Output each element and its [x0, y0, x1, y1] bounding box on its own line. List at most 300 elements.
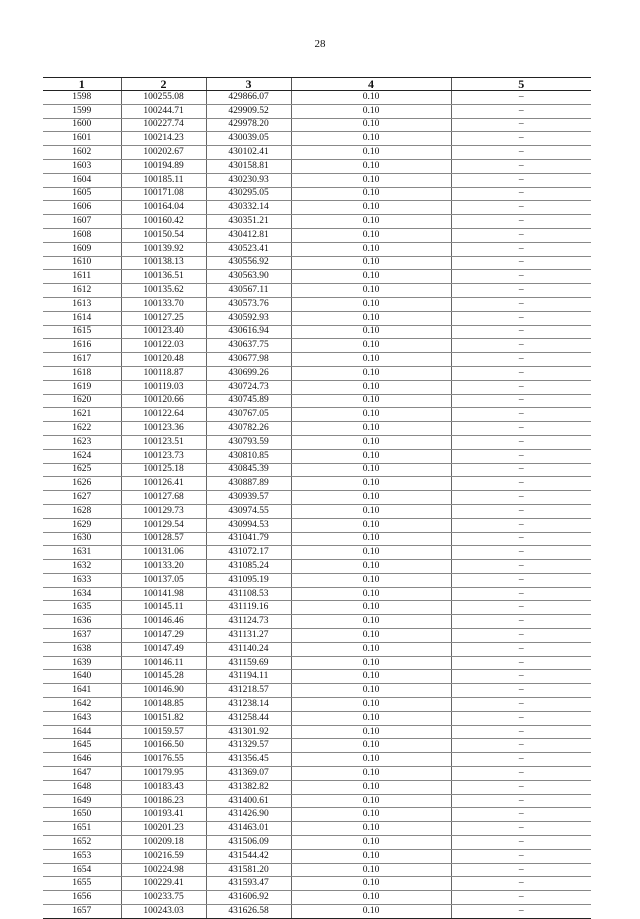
table-cell-col-4: 0.10	[291, 822, 451, 836]
table-cell-col-3: 431194.11	[206, 670, 291, 684]
column-header-1: 1	[43, 78, 121, 91]
table-cell-col-3: 430039.05	[206, 132, 291, 146]
table-cell-col-2: 100176.55	[121, 753, 206, 767]
table-cell-col-1: 1622	[43, 422, 121, 436]
table-cell-col-3: 430939.57	[206, 491, 291, 505]
table-cell-col-3: 430724.73	[206, 380, 291, 394]
table-row	[43, 408, 591, 422]
table-cell-col-2: 100159.57	[121, 725, 206, 739]
table-cell-col-1: 1637	[43, 629, 121, 643]
table-cell-col-2: 100127.68	[121, 491, 206, 505]
table-cell-col-1: 1652	[43, 836, 121, 850]
table-cell-col-5: –	[451, 118, 591, 132]
table-cell-col-5: –	[451, 187, 591, 201]
table-cell-col-1: 1647	[43, 767, 121, 781]
table-cell-col-4: 0.10	[291, 642, 451, 656]
table-row	[43, 615, 591, 629]
table-cell-col-3: 430158.81	[206, 159, 291, 173]
table-cell-col-3: 429909.52	[206, 104, 291, 118]
table-cell-col-4: 0.10	[291, 670, 451, 684]
table-cell-col-3: 430592.93	[206, 311, 291, 325]
table-cell-col-2: 100244.71	[121, 104, 206, 118]
table-cell-col-3: 431301.92	[206, 725, 291, 739]
table-cell-col-4: 0.10	[291, 753, 451, 767]
table-cell-col-1: 1604	[43, 173, 121, 187]
table-cell-col-5: –	[451, 836, 591, 850]
table-cell-col-5: –	[451, 739, 591, 753]
table-cell-col-1: 1600	[43, 118, 121, 132]
table-cell-col-2: 100179.95	[121, 767, 206, 781]
table-cell-col-4: 0.10	[291, 242, 451, 256]
table-cell-col-3: 430699.26	[206, 366, 291, 380]
table-row	[43, 159, 591, 173]
table-cell-col-1: 1643	[43, 711, 121, 725]
table-cell-col-3: 431085.24	[206, 560, 291, 574]
column-header-2: 2	[121, 78, 206, 91]
table-cell-col-5: –	[451, 201, 591, 215]
table-cell-col-3: 431140.24	[206, 642, 291, 656]
table-cell-col-5: –	[451, 132, 591, 146]
table-row	[43, 642, 591, 656]
table-cell-col-3: 430994.53	[206, 518, 291, 532]
table-row	[43, 228, 591, 242]
table-cell-col-1: 1598	[43, 91, 121, 105]
table-row	[43, 380, 591, 394]
coordinates-table	[43, 77, 591, 919]
table-cell-col-5: –	[451, 642, 591, 656]
table-cell-col-3: 431544.42	[206, 849, 291, 863]
table-cell-col-1: 1607	[43, 215, 121, 229]
table-row	[43, 297, 591, 311]
table-cell-col-5: –	[451, 711, 591, 725]
table-cell-col-5: –	[451, 91, 591, 105]
table-cell-col-1: 1654	[43, 863, 121, 877]
table-cell-col-4: 0.10	[291, 877, 451, 891]
table-row	[43, 353, 591, 367]
table-cell-col-3: 431258.44	[206, 711, 291, 725]
table-cell-col-1: 1608	[43, 228, 121, 242]
table-cell-col-2: 100129.73	[121, 504, 206, 518]
table-row	[43, 753, 591, 767]
table-cell-col-5: –	[451, 849, 591, 863]
table-cell-col-5: –	[451, 408, 591, 422]
table-cell-col-5: –	[451, 629, 591, 643]
table-cell-col-5: –	[451, 725, 591, 739]
table-cell-col-3: 431329.57	[206, 739, 291, 753]
table-cell-col-2: 100139.92	[121, 242, 206, 256]
table-cell-col-2: 100127.25	[121, 311, 206, 325]
table-cell-col-3: 430523.41	[206, 242, 291, 256]
table-cell-col-4: 0.10	[291, 270, 451, 284]
table-row	[43, 173, 591, 187]
table-cell-col-1: 1653	[43, 849, 121, 863]
table-cell-col-4: 0.10	[291, 477, 451, 491]
table-cell-col-2: 100135.62	[121, 284, 206, 298]
table-cell-col-5: –	[451, 808, 591, 822]
table-cell-col-2: 100138.13	[121, 256, 206, 270]
table-cell-col-1: 1605	[43, 187, 121, 201]
table-cell-col-4: 0.10	[291, 836, 451, 850]
table-cell-col-2: 100120.66	[121, 394, 206, 408]
table-cell-col-2: 100141.98	[121, 587, 206, 601]
table-cell-col-3: 430637.75	[206, 339, 291, 353]
table-cell-col-1: 1646	[43, 753, 121, 767]
table-cell-col-5: –	[451, 504, 591, 518]
table-row	[43, 256, 591, 270]
table-cell-col-5: –	[451, 228, 591, 242]
table-row	[43, 504, 591, 518]
table-row	[43, 146, 591, 160]
table-row	[43, 601, 591, 615]
table-row	[43, 560, 591, 574]
table-cell-col-5: –	[451, 780, 591, 794]
table-cell-col-1: 1649	[43, 794, 121, 808]
table-cell-col-5: –	[451, 891, 591, 905]
table-cell-col-1: 1606	[43, 201, 121, 215]
table-cell-col-1: 1639	[43, 656, 121, 670]
table-cell-col-4: 0.10	[291, 215, 451, 229]
table-cell-col-5: –	[451, 615, 591, 629]
table-cell-col-3: 429866.07	[206, 91, 291, 105]
table-cell-col-5: –	[451, 215, 591, 229]
table-cell-col-1: 1620	[43, 394, 121, 408]
table-row	[43, 905, 591, 919]
table-cell-col-1: 1650	[43, 808, 121, 822]
table-cell-col-3: 430745.89	[206, 394, 291, 408]
table-cell-col-3: 431356.45	[206, 753, 291, 767]
table-cell-col-3: 431108.53	[206, 587, 291, 601]
table-cell-col-1: 1634	[43, 587, 121, 601]
table-cell-col-4: 0.10	[291, 518, 451, 532]
table-row	[43, 532, 591, 546]
table-cell-col-3: 430616.94	[206, 325, 291, 339]
table-row	[43, 794, 591, 808]
table-cell-col-4: 0.10	[291, 863, 451, 877]
table-row	[43, 573, 591, 587]
table-cell-col-4: 0.10	[291, 560, 451, 574]
table-cell-col-3: 430556.92	[206, 256, 291, 270]
table-cell-col-4: 0.10	[291, 449, 451, 463]
table-row	[43, 394, 591, 408]
table-cell-col-3: 430845.39	[206, 463, 291, 477]
table-cell-col-2: 100133.70	[121, 297, 206, 311]
table-cell-col-3: 430677.98	[206, 353, 291, 367]
table-cell-col-1: 1629	[43, 518, 121, 532]
table-cell-col-5: –	[451, 394, 591, 408]
table-cell-col-3: 431400.61	[206, 794, 291, 808]
table-cell-col-1: 1603	[43, 159, 121, 173]
table-cell-col-5: –	[451, 532, 591, 546]
table-cell-col-2: 100193.41	[121, 808, 206, 822]
table-cell-col-3: 430974.55	[206, 504, 291, 518]
table-cell-col-1: 1616	[43, 339, 121, 353]
table-cell-col-2: 100126.41	[121, 477, 206, 491]
table-cell-col-1: 1632	[43, 560, 121, 574]
table-row	[43, 836, 591, 850]
table-cell-col-2: 100201.23	[121, 822, 206, 836]
table-cell-col-2: 100133.20	[121, 560, 206, 574]
table-cell-col-5: –	[451, 256, 591, 270]
table-cell-col-2: 100131.06	[121, 546, 206, 560]
table-row	[43, 311, 591, 325]
table-cell-col-2: 100216.59	[121, 849, 206, 863]
table-cell-col-1: 1644	[43, 725, 121, 739]
table-cell-col-5: –	[451, 767, 591, 781]
table-cell-col-2: 100123.40	[121, 325, 206, 339]
table-cell-col-4: 0.10	[291, 546, 451, 560]
table-cell-col-2: 100125.18	[121, 463, 206, 477]
table-cell-col-4: 0.10	[291, 780, 451, 794]
table-cell-col-4: 0.10	[291, 256, 451, 270]
page-number: 28	[314, 38, 326, 50]
table-row	[43, 201, 591, 215]
table-cell-col-4: 0.10	[291, 408, 451, 422]
table-cell-col-1: 1614	[43, 311, 121, 325]
table-cell-col-2: 100136.51	[121, 270, 206, 284]
table-row	[43, 91, 591, 105]
table-cell-col-2: 100227.74	[121, 118, 206, 132]
table-cell-col-3: 430332.14	[206, 201, 291, 215]
table-cell-col-5: –	[451, 863, 591, 877]
table-cell-col-5: –	[451, 146, 591, 160]
table-cell-col-4: 0.10	[291, 284, 451, 298]
table-cell-col-4: 0.10	[291, 711, 451, 725]
table-cell-col-4: 0.10	[291, 615, 451, 629]
table-cell-col-4: 0.10	[291, 104, 451, 118]
table-row	[43, 684, 591, 698]
table-row	[43, 656, 591, 670]
table-cell-col-3: 431218.57	[206, 684, 291, 698]
table-header-row	[43, 78, 591, 91]
table-cell-col-1: 1621	[43, 408, 121, 422]
table-cell-col-4: 0.10	[291, 187, 451, 201]
table-cell-col-2: 100146.46	[121, 615, 206, 629]
table-cell-col-3: 431506.09	[206, 836, 291, 850]
table-cell-col-5: –	[451, 463, 591, 477]
table-cell-col-4: 0.10	[291, 656, 451, 670]
table-row	[43, 449, 591, 463]
table-row	[43, 339, 591, 353]
table-cell-col-3: 431131.27	[206, 629, 291, 643]
table-cell-col-2: 100146.11	[121, 656, 206, 670]
table-cell-col-3: 431124.73	[206, 615, 291, 629]
table-cell-col-1: 1641	[43, 684, 121, 698]
table-cell-col-3: 430573.76	[206, 297, 291, 311]
table-cell-col-2: 100151.82	[121, 711, 206, 725]
table-cell-col-1: 1645	[43, 739, 121, 753]
table-cell-col-2: 100229.41	[121, 877, 206, 891]
table-cell-col-2: 100145.28	[121, 670, 206, 684]
table-cell-col-2: 100233.75	[121, 891, 206, 905]
table-cell-col-1: 1655	[43, 877, 121, 891]
table-row	[43, 518, 591, 532]
table-cell-col-2: 100160.42	[121, 215, 206, 229]
table-cell-col-2: 100137.05	[121, 573, 206, 587]
table-cell-col-2: 100120.48	[121, 353, 206, 367]
table-cell-col-3: 430412.81	[206, 228, 291, 242]
table-row	[43, 422, 591, 436]
table-row	[43, 118, 591, 132]
table-row	[43, 491, 591, 505]
table-cell-col-3: 431426.90	[206, 808, 291, 822]
table-cell-col-4: 0.10	[291, 201, 451, 215]
table-row	[43, 849, 591, 863]
table-cell-col-2: 100129.54	[121, 518, 206, 532]
column-header-5: 5	[451, 78, 591, 91]
table-cell-col-5: –	[451, 491, 591, 505]
table-cell-col-1: 1635	[43, 601, 121, 615]
table-row	[43, 670, 591, 684]
table-cell-col-5: –	[451, 104, 591, 118]
table-row	[43, 435, 591, 449]
table-cell-col-3: 429978.20	[206, 118, 291, 132]
table-cell-col-2: 100209.18	[121, 836, 206, 850]
table-cell-col-5: –	[451, 573, 591, 587]
table-cell-col-4: 0.10	[291, 118, 451, 132]
table-row	[43, 366, 591, 380]
table-cell-col-4: 0.10	[291, 587, 451, 601]
table-cell-col-4: 0.10	[291, 629, 451, 643]
table-cell-col-3: 430563.90	[206, 270, 291, 284]
table-cell-col-5: –	[451, 435, 591, 449]
table-cell-col-1: 1627	[43, 491, 121, 505]
table-cell-col-5: –	[451, 477, 591, 491]
table-cell-col-3: 431382.82	[206, 780, 291, 794]
table-cell-col-4: 0.10	[291, 891, 451, 905]
table-cell-col-1: 1611	[43, 270, 121, 284]
table-cell-col-5: –	[451, 546, 591, 560]
table-cell-col-3: 431119.16	[206, 601, 291, 615]
table-cell-col-3: 430887.89	[206, 477, 291, 491]
table-row	[43, 187, 591, 201]
table-cell-col-4: 0.10	[291, 573, 451, 587]
table-cell-col-4: 0.10	[291, 808, 451, 822]
table-cell-col-3: 431463.01	[206, 822, 291, 836]
table-cell-col-1: 1609	[43, 242, 121, 256]
table-cell-col-2: 100123.73	[121, 449, 206, 463]
table-cell-col-2: 100186.23	[121, 794, 206, 808]
table-row	[43, 242, 591, 256]
table-cell-col-5: –	[451, 601, 591, 615]
table-cell-col-5: –	[451, 822, 591, 836]
table-cell-col-5: –	[451, 449, 591, 463]
table-cell-col-2: 100119.03	[121, 380, 206, 394]
table-body	[43, 91, 591, 919]
table-cell-col-2: 100224.98	[121, 863, 206, 877]
table-cell-col-4: 0.10	[291, 366, 451, 380]
table-cell-col-5: –	[451, 656, 591, 670]
table-cell-col-4: 0.10	[291, 504, 451, 518]
table-cell-col-2: 100194.89	[121, 159, 206, 173]
table-cell-col-4: 0.10	[291, 794, 451, 808]
table-cell-col-3: 431041.79	[206, 532, 291, 546]
table-cell-col-1: 1618	[43, 366, 121, 380]
table-cell-col-5: –	[451, 339, 591, 353]
table-cell-col-5: –	[451, 422, 591, 436]
table-cell-col-3: 430767.05	[206, 408, 291, 422]
table-row	[43, 104, 591, 118]
table-cell-col-1: 1638	[43, 642, 121, 656]
table-cell-col-1: 1613	[43, 297, 121, 311]
table-cell-col-4: 0.10	[291, 311, 451, 325]
table-cell-col-2: 100255.08	[121, 91, 206, 105]
table-cell-col-2: 100123.51	[121, 435, 206, 449]
table-row	[43, 587, 591, 601]
table-cell-col-4: 0.10	[291, 394, 451, 408]
table-cell-col-2: 100183.43	[121, 780, 206, 794]
table-cell-col-1: 1651	[43, 822, 121, 836]
table-cell-col-1: 1599	[43, 104, 121, 118]
table-cell-col-5: –	[451, 159, 591, 173]
table-cell-col-1: 1602	[43, 146, 121, 160]
table-cell-col-2: 100185.11	[121, 173, 206, 187]
table-cell-col-5: –	[451, 794, 591, 808]
table-row	[43, 891, 591, 905]
table-cell-col-5: –	[451, 366, 591, 380]
table-cell-col-3: 431095.19	[206, 573, 291, 587]
table-row	[43, 698, 591, 712]
table-cell-col-5: –	[451, 684, 591, 698]
table-cell-col-5: –	[451, 670, 591, 684]
table-cell-col-5: –	[451, 877, 591, 891]
table-row	[43, 325, 591, 339]
table-row	[43, 822, 591, 836]
table-cell-col-2: 100164.04	[121, 201, 206, 215]
table-cell-col-1: 1601	[43, 132, 121, 146]
table-cell-col-2: 100171.08	[121, 187, 206, 201]
table-cell-col-3: 430810.85	[206, 449, 291, 463]
table-row	[43, 767, 591, 781]
table-cell-col-2: 100150.54	[121, 228, 206, 242]
column-header-3: 3	[206, 78, 291, 91]
table-cell-col-5: –	[451, 311, 591, 325]
table-cell-col-5: –	[451, 173, 591, 187]
table-row	[43, 863, 591, 877]
table-cell-col-4: 0.10	[291, 767, 451, 781]
table-cell-col-4: 0.10	[291, 684, 451, 698]
table-cell-col-3: 430230.93	[206, 173, 291, 187]
table-cell-col-4: 0.10	[291, 173, 451, 187]
table-cell-col-2: 100202.67	[121, 146, 206, 160]
table-row	[43, 877, 591, 891]
table-row	[43, 739, 591, 753]
table-row	[43, 463, 591, 477]
table-cell-col-5: –	[451, 698, 591, 712]
table-cell-col-1: 1619	[43, 380, 121, 394]
table-cell-col-1: 1640	[43, 670, 121, 684]
table-row	[43, 725, 591, 739]
table-row	[43, 477, 591, 491]
table-cell-col-1: 1624	[43, 449, 121, 463]
table-cell-col-4: 0.10	[291, 228, 451, 242]
table-cell-col-4: 0.10	[291, 132, 451, 146]
table-cell-col-2: 100118.87	[121, 366, 206, 380]
table-cell-col-1: 1610	[43, 256, 121, 270]
table-cell-col-4: 0.10	[291, 463, 451, 477]
table-cell-col-1: 1630	[43, 532, 121, 546]
table-cell-col-2: 100214.23	[121, 132, 206, 146]
table-cell-col-4: 0.10	[291, 325, 451, 339]
table-cell-col-3: 430793.59	[206, 435, 291, 449]
table-cell-col-4: 0.10	[291, 91, 451, 105]
table-cell-col-3: 431072.17	[206, 546, 291, 560]
table-cell-col-4: 0.10	[291, 601, 451, 615]
table-cell-col-1: 1633	[43, 573, 121, 587]
table-cell-col-4: 0.10	[291, 725, 451, 739]
table-cell-col-4: 0.10	[291, 491, 451, 505]
table-row	[43, 270, 591, 284]
table-cell-col-3: 431159.69	[206, 656, 291, 670]
